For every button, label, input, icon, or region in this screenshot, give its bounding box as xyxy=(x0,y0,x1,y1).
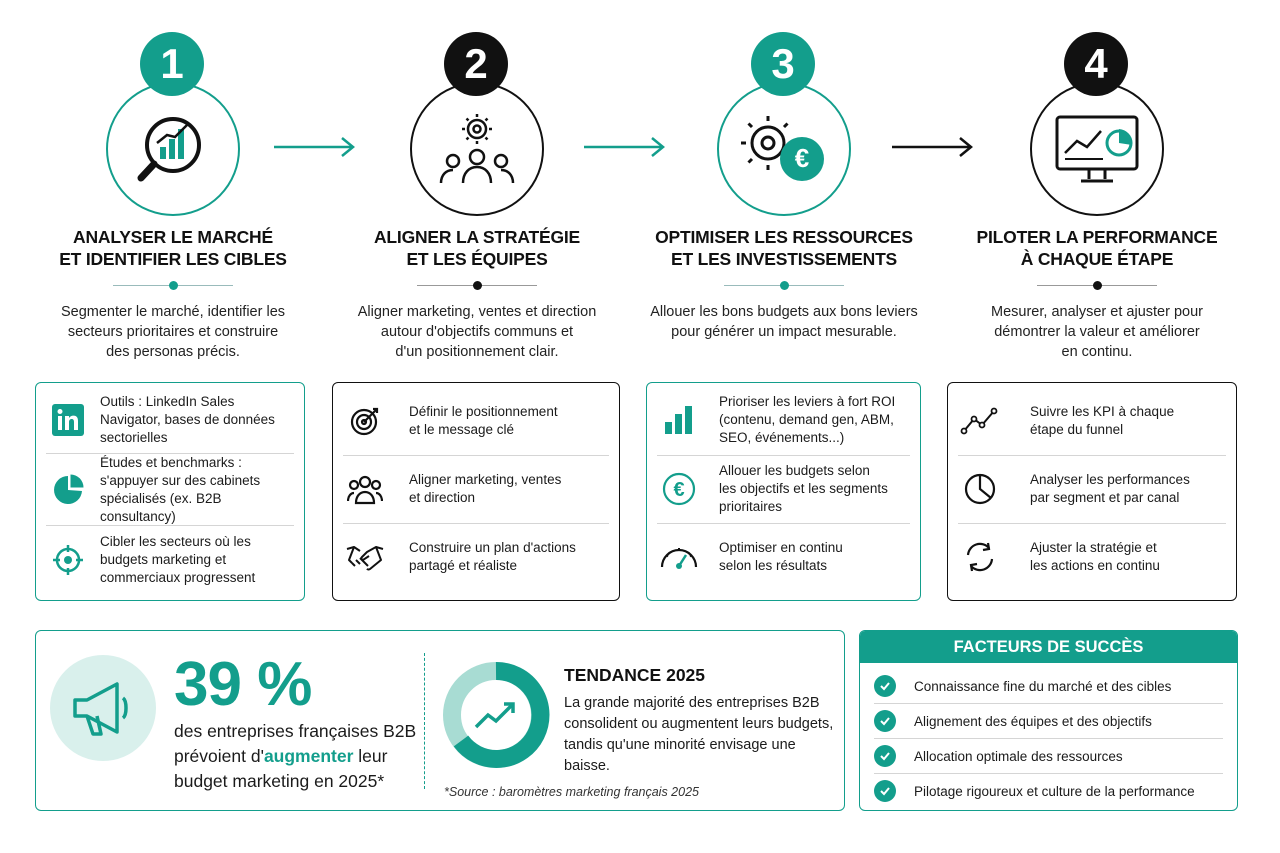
card-item-text xyxy=(1030,403,1174,439)
card-item xyxy=(46,391,294,449)
card-item xyxy=(46,529,294,591)
step-2-card xyxy=(332,382,620,601)
step-title-line: À CHAQUE ÉTAPE xyxy=(1020,249,1174,269)
step-title-line: ALIGNER LA STRATÉGIE xyxy=(373,227,580,247)
text-line: Définir le positionnement xyxy=(409,404,558,419)
text-line: selon les résultats xyxy=(719,558,828,573)
text-line: par segment et par canal xyxy=(1030,490,1180,505)
text-line: Allouer les budgets selon xyxy=(719,463,870,478)
text-line: Suivre les KPI à chaque xyxy=(1030,404,1175,419)
card-item-text xyxy=(100,393,275,447)
step-description xyxy=(327,302,627,362)
divider xyxy=(113,280,233,290)
check-icon xyxy=(874,710,896,732)
success-item-text: Allocation optimale des ressources xyxy=(914,748,1123,764)
card-item xyxy=(657,525,910,589)
text-line: partagé et réaliste xyxy=(409,558,518,573)
text-line: Aligner marketing, ventes xyxy=(409,472,562,487)
divider xyxy=(1037,280,1157,290)
desc-line: des personas précis. xyxy=(106,344,240,360)
euro-symbol: € xyxy=(794,143,810,173)
desc-line: démontrer la valeur et améliorer xyxy=(994,324,1200,340)
trend-title: TENDANCE 2025 xyxy=(564,665,706,685)
stat-text: leur budget marketing en 2025* xyxy=(174,746,388,791)
success-factors-panel xyxy=(859,630,1238,811)
text-line: Études et benchmarks : xyxy=(100,455,242,470)
text-line: les actions en continu xyxy=(1030,558,1160,573)
desc-line: d'un positionnement clair. xyxy=(395,344,559,360)
text-line: et le message clé xyxy=(409,422,515,437)
card-item-text xyxy=(409,403,558,439)
people-icon xyxy=(347,473,383,505)
step-1-card xyxy=(35,382,305,601)
arrow-right-icon xyxy=(272,136,356,158)
row-divider xyxy=(958,523,1226,524)
card-item xyxy=(657,457,910,521)
gear-euro-icon xyxy=(736,109,832,189)
desc-line: Mesurer, analyser et ajuster pour xyxy=(991,304,1203,320)
text-line: spécialisés (ex. B2B consultancy) xyxy=(100,491,222,524)
card-item xyxy=(343,389,609,453)
card-item xyxy=(958,389,1226,453)
row-divider xyxy=(958,455,1226,456)
desc-line: pour générer un impact mesurable. xyxy=(671,324,897,340)
card-item-text xyxy=(1030,471,1190,507)
row-divider xyxy=(46,525,294,526)
card-item-text xyxy=(409,539,576,575)
card-item-text xyxy=(100,454,294,526)
step-title-line: ET LES INVESTISSEMENTS xyxy=(670,249,898,269)
step-icon-ring xyxy=(717,82,851,216)
card-item-text xyxy=(100,533,255,587)
step-icon-ring xyxy=(1030,82,1164,216)
check-icon xyxy=(874,780,896,802)
success-item-text: Pilotage rigoureux et culture de la performance xyxy=(914,783,1195,799)
step-description xyxy=(947,302,1247,362)
card-item-text xyxy=(719,393,895,447)
text-line: Construire un plan d'actions xyxy=(409,540,576,555)
desc-line: autour d'objectifs communs et xyxy=(380,324,574,340)
text-line: Cibler les secteurs où les xyxy=(100,534,251,549)
card-item xyxy=(958,525,1226,589)
step-title xyxy=(327,226,627,270)
desc-line: en continu. xyxy=(1061,344,1133,360)
monitor-chart-icon xyxy=(1049,109,1145,189)
pie-icon xyxy=(963,472,997,506)
trend-up-icon xyxy=(476,704,513,727)
trend-donut xyxy=(440,659,552,771)
row-divider xyxy=(343,455,609,456)
success-item-text: Alignement des équipes et des objectifs xyxy=(914,713,1152,729)
text-line: budgets marketing et xyxy=(100,552,227,567)
text-line: (contenu, demand gen, ABM, xyxy=(719,412,894,427)
text-line: les objectifs et les segments xyxy=(719,481,888,496)
arrow-right-icon xyxy=(582,136,666,158)
text-line: Prioriser les leviers à fort ROI xyxy=(719,394,896,409)
step-icon-ring xyxy=(410,82,544,216)
success-title: FACTEURS DE SUCCÈS xyxy=(860,631,1237,663)
text-line: consolident ou augmentent leurs budgets, xyxy=(564,716,834,732)
step-icon-ring xyxy=(106,82,240,216)
step-title xyxy=(23,226,323,270)
refresh-icon xyxy=(963,540,997,574)
desc-line: Aligner marketing, ventes et direction xyxy=(357,304,597,320)
card-item-text xyxy=(719,462,888,516)
euro-glyph: € xyxy=(673,479,685,501)
megaphone-icon xyxy=(67,672,139,744)
step-title-line: OPTIMISER LES RESSOURCES xyxy=(655,227,913,247)
euro-icon xyxy=(662,472,696,506)
trend-description xyxy=(564,693,844,777)
row-divider xyxy=(657,455,910,456)
text-line: Optimiser en continu xyxy=(719,540,843,555)
text-line: Ajuster la stratégie et xyxy=(1030,540,1157,555)
card-item xyxy=(958,457,1226,521)
stat-description xyxy=(174,719,424,794)
step-4-card xyxy=(947,382,1237,601)
text-line: commerciaux progressent xyxy=(100,570,256,585)
text-line: Outils : LinkedIn Sales xyxy=(100,394,235,409)
text-line: La grande majorité des entreprises B2B xyxy=(564,695,820,711)
text-line: étape du funnel xyxy=(1030,422,1124,437)
text-line: Navigator, bases de données xyxy=(100,412,275,427)
divider xyxy=(724,280,844,290)
team-gear-icon xyxy=(431,109,523,189)
card-item xyxy=(46,455,294,524)
gauge-icon xyxy=(659,541,699,573)
success-item xyxy=(874,774,1223,808)
stat-text: des entreprises françaises B2B prévoient d' xyxy=(174,721,417,766)
text-line: Analyser les performances xyxy=(1030,472,1190,487)
dashed-separator xyxy=(424,653,425,789)
magnifier-chart-icon xyxy=(133,109,213,189)
text-line: sectorielles xyxy=(100,430,168,445)
step-number-badge: 1 xyxy=(140,32,204,96)
crosshair-icon xyxy=(52,544,84,576)
step-3-card xyxy=(646,382,921,601)
check-icon xyxy=(874,675,896,697)
step-number-badge: 2 xyxy=(444,32,508,96)
success-item-text: Connaissance fine du marché et des cibles xyxy=(914,678,1172,694)
row-divider xyxy=(657,523,910,524)
line-chart-icon xyxy=(960,405,1000,437)
step-title-line: PILOTER LA PERFORMANCE xyxy=(976,227,1218,247)
stat-highlight: augmenter xyxy=(263,746,354,766)
text-line: et direction xyxy=(409,490,476,505)
megaphone-circle xyxy=(50,655,156,761)
check-icon xyxy=(874,745,896,767)
stat-panel xyxy=(35,630,845,811)
desc-line: secteurs prioritaires et construire xyxy=(67,324,279,340)
card-item xyxy=(343,525,609,589)
step-title xyxy=(947,226,1247,270)
step-title xyxy=(634,226,934,270)
card-item xyxy=(657,387,910,453)
stat-value: 39 % xyxy=(174,650,312,719)
source-note: *Source : baromètres marketing français 2025 xyxy=(444,785,699,799)
target-icon xyxy=(349,405,381,437)
bar-chart-icon xyxy=(663,404,695,436)
step-description xyxy=(23,302,323,362)
step-title-line: ET IDENTIFIER LES CIBLES xyxy=(59,249,287,269)
step-title-line: ANALYSER LE MARCHÉ xyxy=(73,227,273,247)
text-line: SEO, événements...) xyxy=(719,430,845,445)
success-item xyxy=(874,669,1223,703)
desc-line: Allouer les bons budgets aux bons leviers xyxy=(650,304,918,320)
text-line: prioritaires xyxy=(719,499,783,514)
step-title-line: ET LES ÉQUIPES xyxy=(406,249,548,269)
arrow-right-icon xyxy=(890,136,974,158)
card-item xyxy=(343,457,609,521)
card-item-text xyxy=(719,539,843,575)
text-line: tandis qu'une minorité envisage une baisse. xyxy=(564,737,796,774)
desc-line: Segmenter le marché, identifier les xyxy=(60,304,286,320)
text-line: s'appuyer sur des cabinets xyxy=(100,473,261,488)
step-description xyxy=(634,302,934,342)
divider xyxy=(417,280,537,290)
card-item-text xyxy=(409,471,561,507)
pie-chart-icon xyxy=(52,474,84,506)
success-item xyxy=(874,704,1223,738)
row-divider xyxy=(343,523,609,524)
success-item xyxy=(874,739,1223,773)
linkedin-icon xyxy=(52,404,84,436)
card-item-text xyxy=(1030,539,1160,575)
handshake-icon xyxy=(345,541,385,573)
step-number-badge: 4 xyxy=(1064,32,1128,96)
step-number-badge: 3 xyxy=(751,32,815,96)
